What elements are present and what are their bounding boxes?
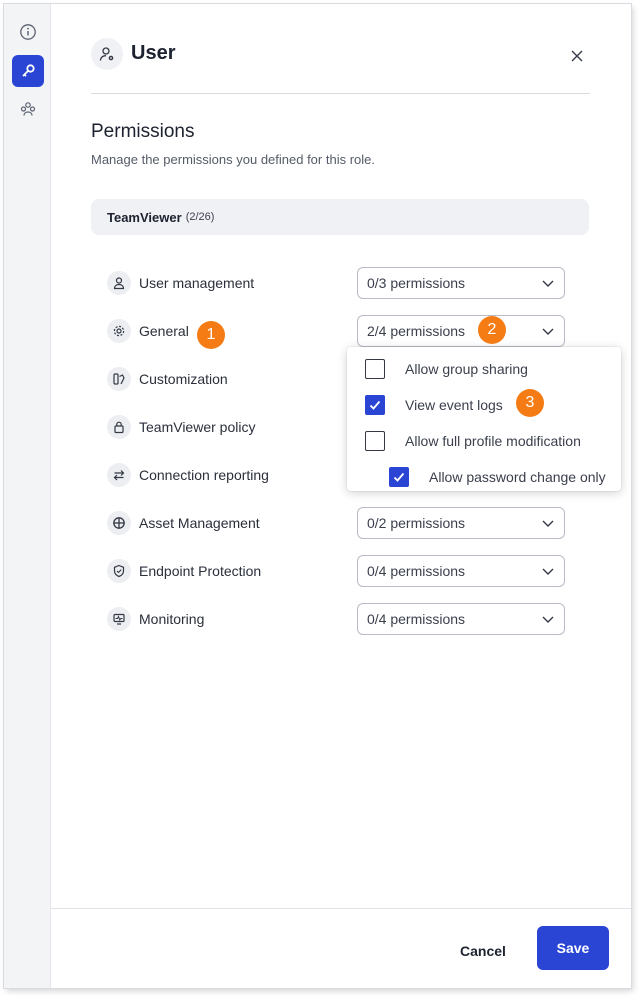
select-value: 0/4 permissions (367, 563, 466, 579)
key-icon (20, 63, 36, 79)
select-value: 2/4 permissions (367, 323, 466, 339)
save-button[interactable]: Save (537, 926, 609, 970)
callout-badge: 3 (516, 389, 544, 417)
rail-group-button[interactable] (12, 93, 44, 125)
permissions-dialog (4, 4, 631, 988)
customization-icon (107, 367, 131, 391)
dialog-title: User (131, 42, 176, 64)
checkmark-icon (368, 398, 382, 412)
section-title: Permissions (91, 121, 195, 142)
option-allow-group-sharing[interactable] (365, 355, 528, 383)
callout-badge: 2 (478, 316, 506, 344)
rail-info-button[interactable] (12, 16, 44, 48)
shield-icon (107, 559, 131, 583)
endpoint-protection-select[interactable] (357, 555, 565, 587)
row-label: TeamViewer policy (139, 419, 256, 435)
arrows-exchange-icon (107, 463, 131, 487)
close-button[interactable] (563, 42, 591, 70)
header-divider (91, 93, 590, 94)
group-icon (19, 100, 37, 118)
select-value: 0/3 permissions (367, 275, 466, 291)
row-label: Monitoring (139, 611, 205, 627)
group-name: TeamViewer (107, 209, 182, 225)
chevron-down-icon (541, 324, 555, 338)
option-allow-password-change-only[interactable] (389, 463, 606, 491)
user-management-select[interactable] (357, 267, 565, 299)
lock-icon (107, 415, 131, 439)
checkmark-icon (392, 470, 406, 484)
chevron-down-icon (541, 612, 555, 626)
option-allow-full-profile-modification[interactable] (365, 427, 581, 455)
checkbox[interactable] (365, 359, 385, 379)
monitor-icon (107, 607, 131, 631)
option-label: Allow full profile modification (405, 433, 581, 449)
section-subtitle: Manage the permissions you defined for this role. (91, 152, 375, 167)
row-label: User management (139, 275, 255, 291)
info-icon (19, 23, 37, 41)
row-label: Endpoint Protection (139, 563, 262, 579)
row-label: General (139, 323, 189, 339)
monitoring-select[interactable] (357, 603, 565, 635)
asset-management-select[interactable] (357, 507, 565, 539)
gear-icon (107, 319, 131, 343)
select-value: 0/4 permissions (367, 611, 466, 627)
general-select[interactable] (357, 315, 565, 347)
row-label: Connection reporting (139, 467, 269, 483)
cancel-button[interactable]: Cancel (443, 931, 523, 971)
chevron-down-icon (541, 564, 555, 578)
callout-badge: 1 (197, 321, 225, 349)
close-icon (571, 50, 583, 62)
checkbox[interactable] (365, 431, 385, 451)
chevron-down-icon (541, 516, 555, 530)
footer-divider (51, 908, 631, 909)
select-value: 0/2 permissions (367, 515, 466, 531)
general-permissions-dropdown (347, 347, 621, 491)
option-label: View event logs (405, 397, 503, 413)
asset-icon (107, 511, 131, 535)
option-view-event-logs[interactable] (365, 391, 503, 419)
chevron-down-icon (541, 276, 555, 290)
user-settings-icon (91, 38, 123, 70)
checkbox[interactable] (365, 395, 385, 415)
side-rail (4, 4, 51, 988)
user-icon (107, 271, 131, 295)
main-panel (51, 4, 631, 988)
checkbox[interactable] (389, 467, 409, 487)
row-label: Customization (139, 371, 228, 387)
group-count: (2/26) (185, 211, 215, 223)
option-label: Allow password change only (429, 469, 606, 485)
row-label: Asset Management (139, 515, 260, 531)
option-label: Allow group sharing (405, 361, 528, 377)
group-header-teamviewer[interactable] (91, 199, 589, 235)
rail-key-button[interactable] (12, 55, 44, 87)
